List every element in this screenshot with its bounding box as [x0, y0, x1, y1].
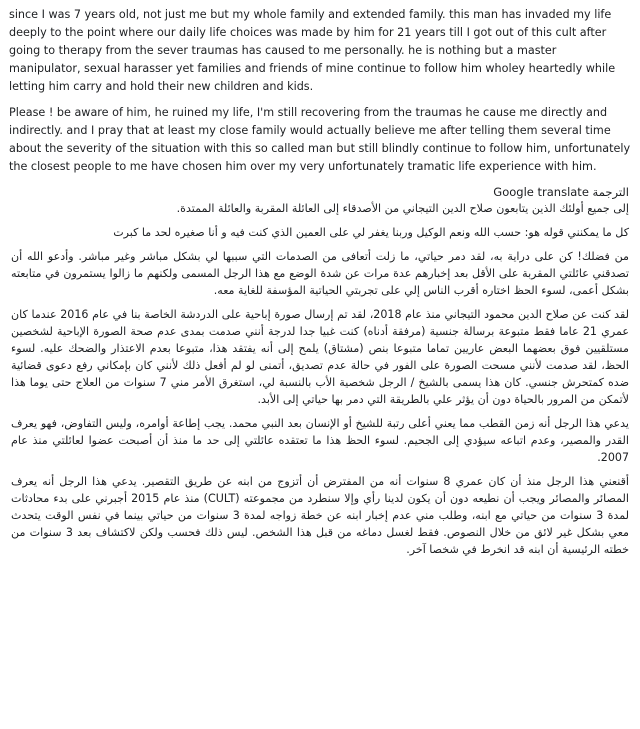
translation-label: الترجمة Google translate — [493, 185, 629, 199]
arabic-paragraph-3: من فضلك! كن على دراية به، لقد دمر حياتي، ما زلت أتعافى من الصدمات التي سببها لي بشكل مباشر وغير مباشر. وأدعو الله أن تصدقني عائلتي المقربة على الأقل بعد إخبارهم عدة مرات عن شدة الوضع مع هذا الرجل المسمى ولكنهم ما زالوا يستمرون في متابعته بشكل أعمى، لسوء الحظ اختاره أقرب الناس إلي على تجربتي الحياتية المؤسفة للغاية معه. — [11, 250, 629, 297]
arabic-paragraph-1: إلى جميع أولئك الذين يتابعون صلاح الدين التيجاني من الأصدقاء إلى العائلة المقربة والعائلة الممتدة. — [176, 202, 629, 215]
arabic-paragraph-4: لقد كنت عن صلاح الدين محمود التيجاني منذ عام 2018، لقد تم إرسال صورة إباحية على الدردشة الخاصة بنا في عام 2016 عندما كان عمري 21 عاما فقط متبوعة برسالة جنسية (مرفقة أدناه) كنت غبيا جدا لدرجة أنني صدمت بمدى عدم صحة الصورة الإباحية لشخصين مستلقيين فوق بعضهما البعض عاريين تماما متبوعا بنص (مشتاق) يلمح إلى أنه يفتقد هذا، متبوعا بعدم الاعتذار والضحك عليه. لسوء الحظ، لقد صدمت لأنني مسحت الصورة على الفور في حالة عدم تصديق، أتمنى لو لم أفعل ذلك لأنني كان بإمكاني رفع دعوى قضائية ضده كمتحرش جنسي. كان هذا يسمى بالشيخ / الرجل شخصية الأب بالنسبة لي، استغرق الأمر مني 7 سنوات من العلاج حتى يوما هذا لأتمكن من المرور بالحياة دون أن يؤثر علي بالطريقة التي دمر بها حياتي إلى الأبد. — [11, 308, 630, 406]
arabic-paragraph-5: يدعي هذا الرجل أنه زمن القطب مما يعني أعلى رتبة للشيخ أو الإنسان بعد النبي محمد. يجب إطاعة أوامره، وليس التفاوض، فهو يعرف القدر والمصير، وعدم اتباعه سيؤدي إلى الجحيم. لسوء الحظ هذا ما تعتقده عائلتي إلى حد ما منذ أن أصبحت عضوا لعائلتي منذ عام 2007. — [11, 417, 629, 464]
arabic-paragraph-2: كل ما يمكنني قوله هو: حسب الله ونعم الوكيل وربنا يغفر لي على العمين الذي كنت فيه و أنا صغيره لحد ما كبرت — [113, 226, 629, 239]
english-paragraph-1: since I was 7 years old, not just me but my whole family and extended family. this man has invaded my life deeply to the point where our daily life choices was made by him for 21 years till I got out of this cult after going to therapy from the sever traumas has caused to me personally. he is nothing but a master manipulator, sexual harasser yet families and friends of mine continue to follow him wholey heartedly while letting him carry and hold their new children and kids. — [9, 8, 616, 93]
english-paragraph-2: Please ! be aware of him, he ruined my life, I'm still recovering from the traumas he cause me directly and indirectly. and I pray that at least my close family would actually believe me after telling them several time about the severity of the situation with this so called man but still blindly continue to follow him, unfortunately the closest people to me have chosen him over my very unfortunately tramatic life experience with him. — [9, 106, 631, 173]
arabic-paragraph-6: أقنعني هذا الرجل منذ أن كان عمري 8 سنوات أنه من المفترض أن أتزوج من ابنه عن طريق التقصير. يدعي هذا الرجل أنه يعرف المصائر والمصائر ويجب أن نطيعه دون أن يكون لدينا رأي وإلا سنطرد من مجموعته (CULT) منذ عام 2015 أجبرني على بدء محادثات لمدة 3 سنوات من حياتي مع ابنه، وطلب مني عدم إخبار ابنه عن خطة زواجه لمدة 3 سنوات من حياتي بينما في نفس الوقت يتحدث معي بشكل غير لائق من خلال النصوص. فقط لغسل دماغه من قبل هذا الشخص. ليس ذلك فحسب ولكن لاكتشاف بعد 3 سنوات من خطته الرئيسية أن ابنه قد انخرط في شخصا آخر. — [11, 475, 630, 556]
